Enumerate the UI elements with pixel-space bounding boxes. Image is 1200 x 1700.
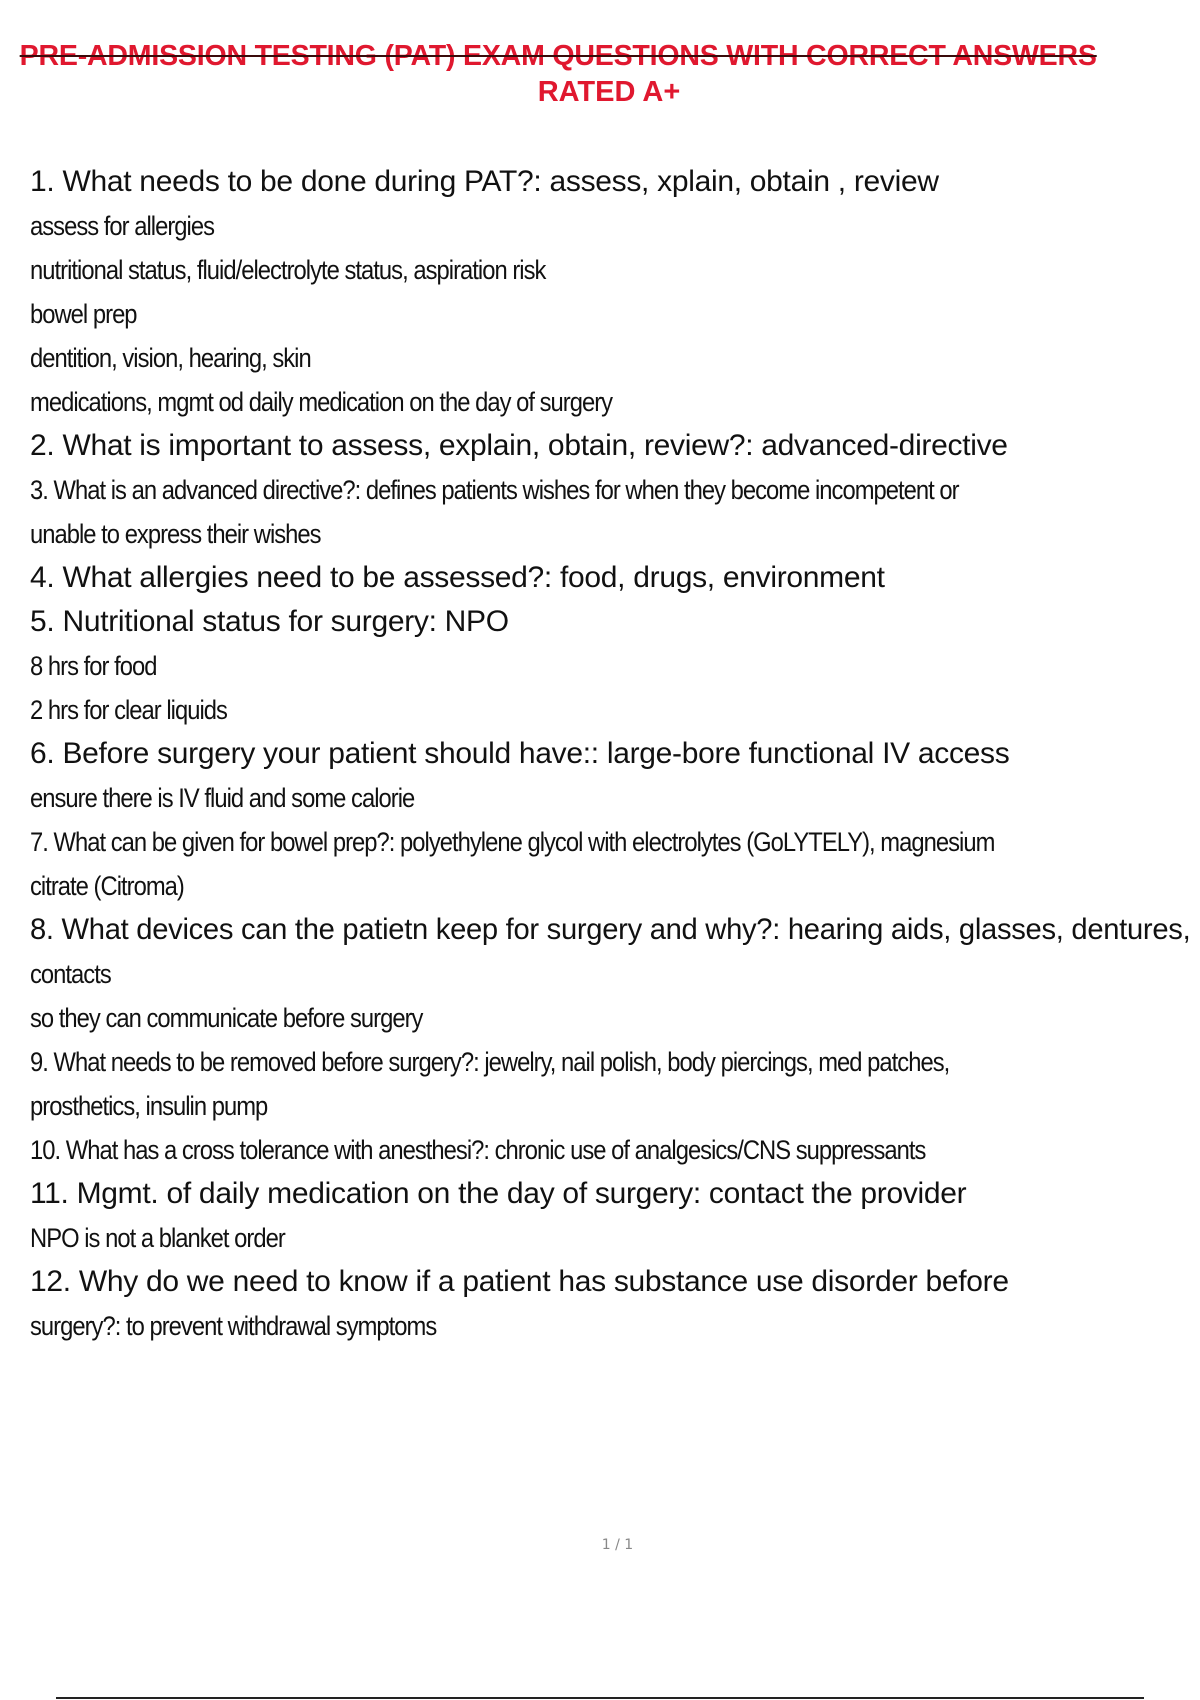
text-line: 12. Why do we need to know if a patient has substance use disorder before (30, 1265, 1009, 1298)
page-number: 1 / 1 (601, 1537, 634, 1553)
text-line: 2 hrs for clear liquids (30, 695, 227, 725)
text-line: 11. Mgmt. of daily medication on the day of surgery: contact the provider (30, 1177, 967, 1210)
text-line: 7. What can be given for bowel prep?: polyethylene glycol with electrolytes (GoLYTELY), magnesium (30, 827, 995, 857)
footer-rule (56, 1697, 1144, 1699)
text-line: 1. What needs to be done during PAT?: assess, xplain, obtain , review (30, 165, 939, 198)
document-body (30, 160, 1190, 1348)
text-line: ensure there is IV fluid and some calorie (30, 783, 415, 813)
text-line: 3. What is an advanced directive?: defines patients wishes for when they become incompetent or (30, 475, 959, 505)
text-line: 6. Before surgery your patient should have:: large-bore functional IV access (30, 737, 1010, 770)
title-line-1: PRE-ADMISSION TESTING (PAT) EXAM QUESTIONS WITH CORRECT ANSWERS (19, 40, 1097, 72)
text-line: bowel prep (30, 299, 137, 329)
text-line: 5. Nutritional status for surgery: NPO (30, 605, 509, 638)
text-line: contacts (30, 959, 111, 989)
text-line: 10. What has a cross tolerance with anesthesi?: chronic use of analgesics/CNS suppressants (30, 1135, 926, 1165)
text-line: unable to express their wishes (30, 519, 321, 549)
text-line: NPO is not a blanket order (30, 1223, 285, 1253)
text-line: medications, mgmt od daily medication on the day of surgery (30, 387, 613, 417)
text-line: surgery?: to prevent withdrawal symptoms (30, 1311, 437, 1341)
text-line: assess for allergies (30, 211, 215, 241)
text-line: nutritional status, fluid/electrolyte status, aspiration risk (30, 255, 546, 285)
text-line: 2. What is important to assess, explain, obtain, review?: advanced-directive (30, 429, 1008, 462)
text-line: citrate (Citroma) (30, 871, 184, 901)
text-line: 4. What allergies need to be assessed?: food, drugs, environment (30, 561, 885, 594)
text-line: 9. What needs to be removed before surgery?: jewelry, nail polish, body piercings, med patches, (30, 1047, 950, 1077)
text-line: 8. What devices can the patietn keep for surgery and why?: hearing aids, glasses, dentures, (30, 913, 1191, 946)
text-line: 8 hrs for food (30, 651, 157, 681)
text-line: prosthetics, insulin pump (30, 1091, 268, 1121)
document-title (0, 38, 1200, 110)
text-line: so they can communicate before surgery (30, 1003, 423, 1033)
title-line-2: RATED A+ (537, 76, 681, 108)
text-line: dentition, vision, hearing, skin (30, 343, 311, 373)
